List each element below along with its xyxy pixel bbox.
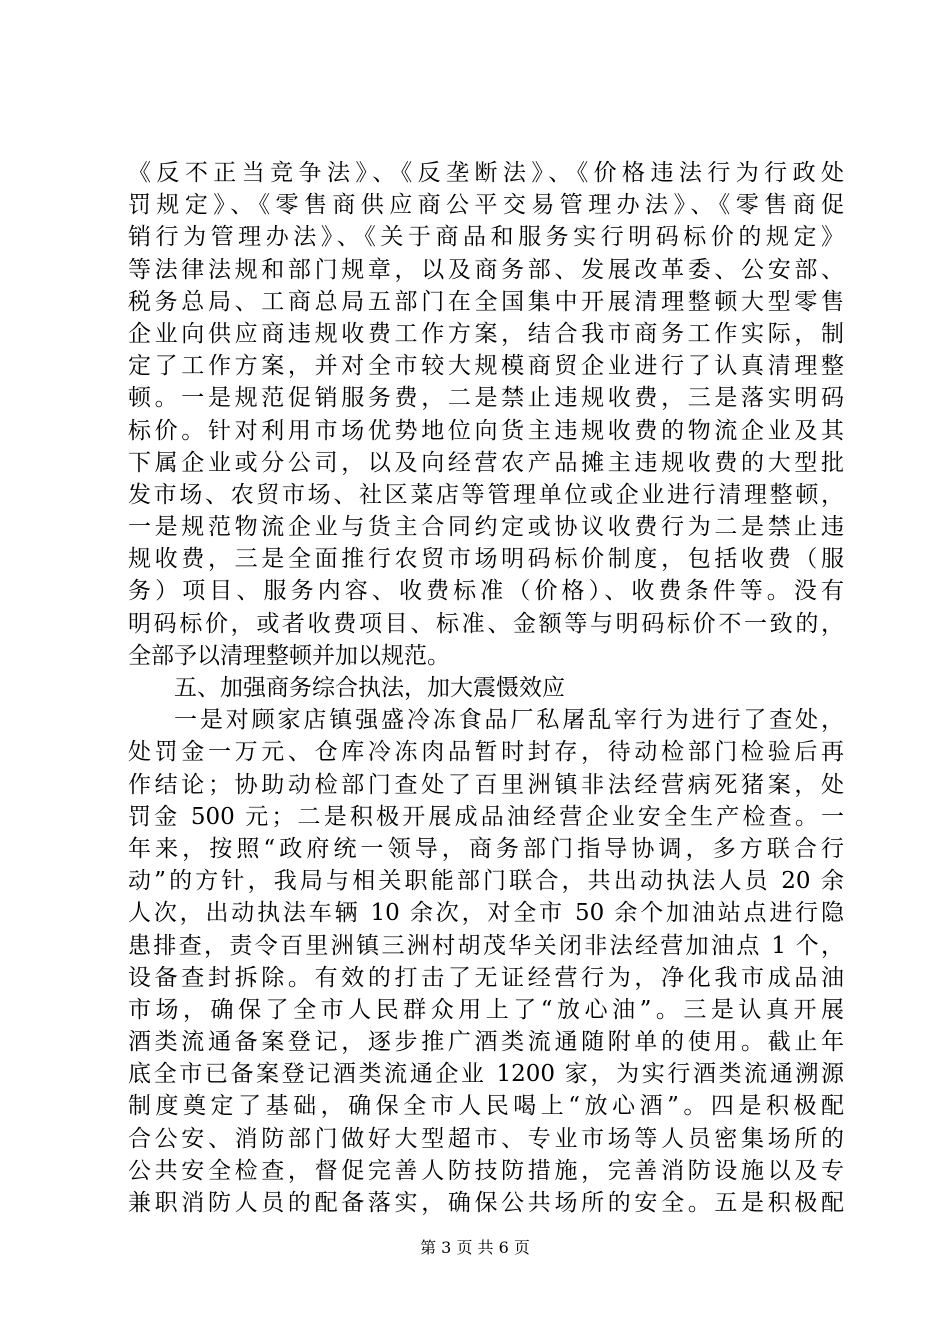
paragraph-line: 罚金 500 元；二是积极开展成品油经营企业安全生产检查。一 xyxy=(128,803,844,830)
section-heading: 五、加强商务综合执法，加大震慑效应 xyxy=(174,675,565,701)
paragraph-line: 一是规范物流企业与货主合同约定或协议收费行为二是禁止违 xyxy=(128,514,844,541)
paragraph-line: 罚规定》、《零售商供应商公平交易管理办法》、《零售商促 xyxy=(128,192,844,219)
paragraph-line: 销行为管理办法》、《关于商品和服务实行明码标价的规定》 xyxy=(128,224,844,251)
paragraph-line: 定了工作方案，并对全市较大规模商贸企业进行了认真清理整 xyxy=(128,353,844,380)
paragraph-line: 动”的方针，我局与相关职能部门联合，共出动执法人员 20 余 xyxy=(128,868,844,895)
paragraph-line: 兼职消防人员的配备落实，确保公共场所的安全。五是积极配 xyxy=(128,1190,844,1216)
paragraph-line: 年来，按照“政府统一领导，商务部门指导协调，多方联合行 xyxy=(128,835,844,862)
paragraph-line: 酒类流通备案登记，逐步推广酒类流通随附单的使用。截止年 xyxy=(128,1029,844,1056)
paragraph-line: 制度奠定了基础，确保全市人民喝上“放心酒”。四是积极配 xyxy=(128,1093,844,1120)
paragraph-line: 全部予以清理整顿并加以规范。 xyxy=(128,642,450,669)
paragraph-line: 税务总局、工商总局五部门在全国集中开展清理整顿大型零售 xyxy=(128,288,844,315)
paragraph-line: 企业向供应商违规收费工作方案，结合我市商务工作实际，制 xyxy=(128,320,844,347)
paragraph-line: 顿。一是规范促销服务费，二是禁止违规收费，三是落实明码 xyxy=(128,385,844,412)
paragraph-line: 设备查封拆除。有效的打击了无证经营行为，净化我市成品油 xyxy=(128,964,844,991)
paragraph-line: 底全市已备案登记酒类流通企业 1200 家，为实行酒类流通溯源 xyxy=(128,1061,844,1088)
document-body xyxy=(128,157,844,1219)
paragraph-line: 发市场、农贸市场、社区菜店等管理单位或企业进行清理整顿， xyxy=(128,481,844,508)
paragraph-line: 合公安、消防部门做好大型超市、专业市场等人员密集场所的 xyxy=(128,1125,844,1152)
paragraph-line: 明码标价，或者收费项目、标准、金额等与明码标价不一致的， xyxy=(128,610,844,637)
paragraph-line: 《反不正当竞争法》、《反垄断法》、《价格违法行为行政处 xyxy=(128,160,844,186)
paragraph-line: 务）项目、服务内容、收费标准（价格）、收费条件等。没有 xyxy=(128,578,844,605)
page-number-footer: 第 3 页 共 6 页 xyxy=(420,1238,530,1257)
paragraph-line: 市场，确保了全市人民群众用上了“放心油”。三是认真开展 xyxy=(128,996,844,1023)
paragraph-line: 等法律法规和部门规章，以及商务部、发展改革委、公安部、 xyxy=(128,256,844,283)
paragraph-line: 患排查，责令百里洲镇三洲村胡茂华关闭非法经营加油点 1 个， xyxy=(128,932,844,959)
paragraph-line: 一是对顾家店镇强盛冷冻食品厂私屠乱宰行为进行了查处， xyxy=(174,707,844,734)
paragraph-line: 公共安全检查，督促完善人防技防措施，完善消防设施以及专 xyxy=(128,1157,844,1184)
paragraph-line: 标价。针对利用市场优势地位向货主违规收费的物流企业及其 xyxy=(128,417,844,444)
paragraph-line: 下属企业或分公司，以及向经营农产品摊主违规收费的大型批 xyxy=(128,449,844,476)
paragraph-line: 处罚金一万元、仓库冷冻肉品暂时封存，待动检部门检验后再 xyxy=(128,739,844,766)
paragraph-line: 规收费，三是全面推行农贸市场明码标价制度，包括收费（服 xyxy=(128,546,844,573)
paragraph-line: 人次，出动执法车辆 10 余次，对全市 50 余个加油站点进行隐 xyxy=(128,900,844,927)
paragraph-line: 作结论；协助动检部门查处了百里洲镇非法经营病死猪案，处 xyxy=(128,771,844,798)
